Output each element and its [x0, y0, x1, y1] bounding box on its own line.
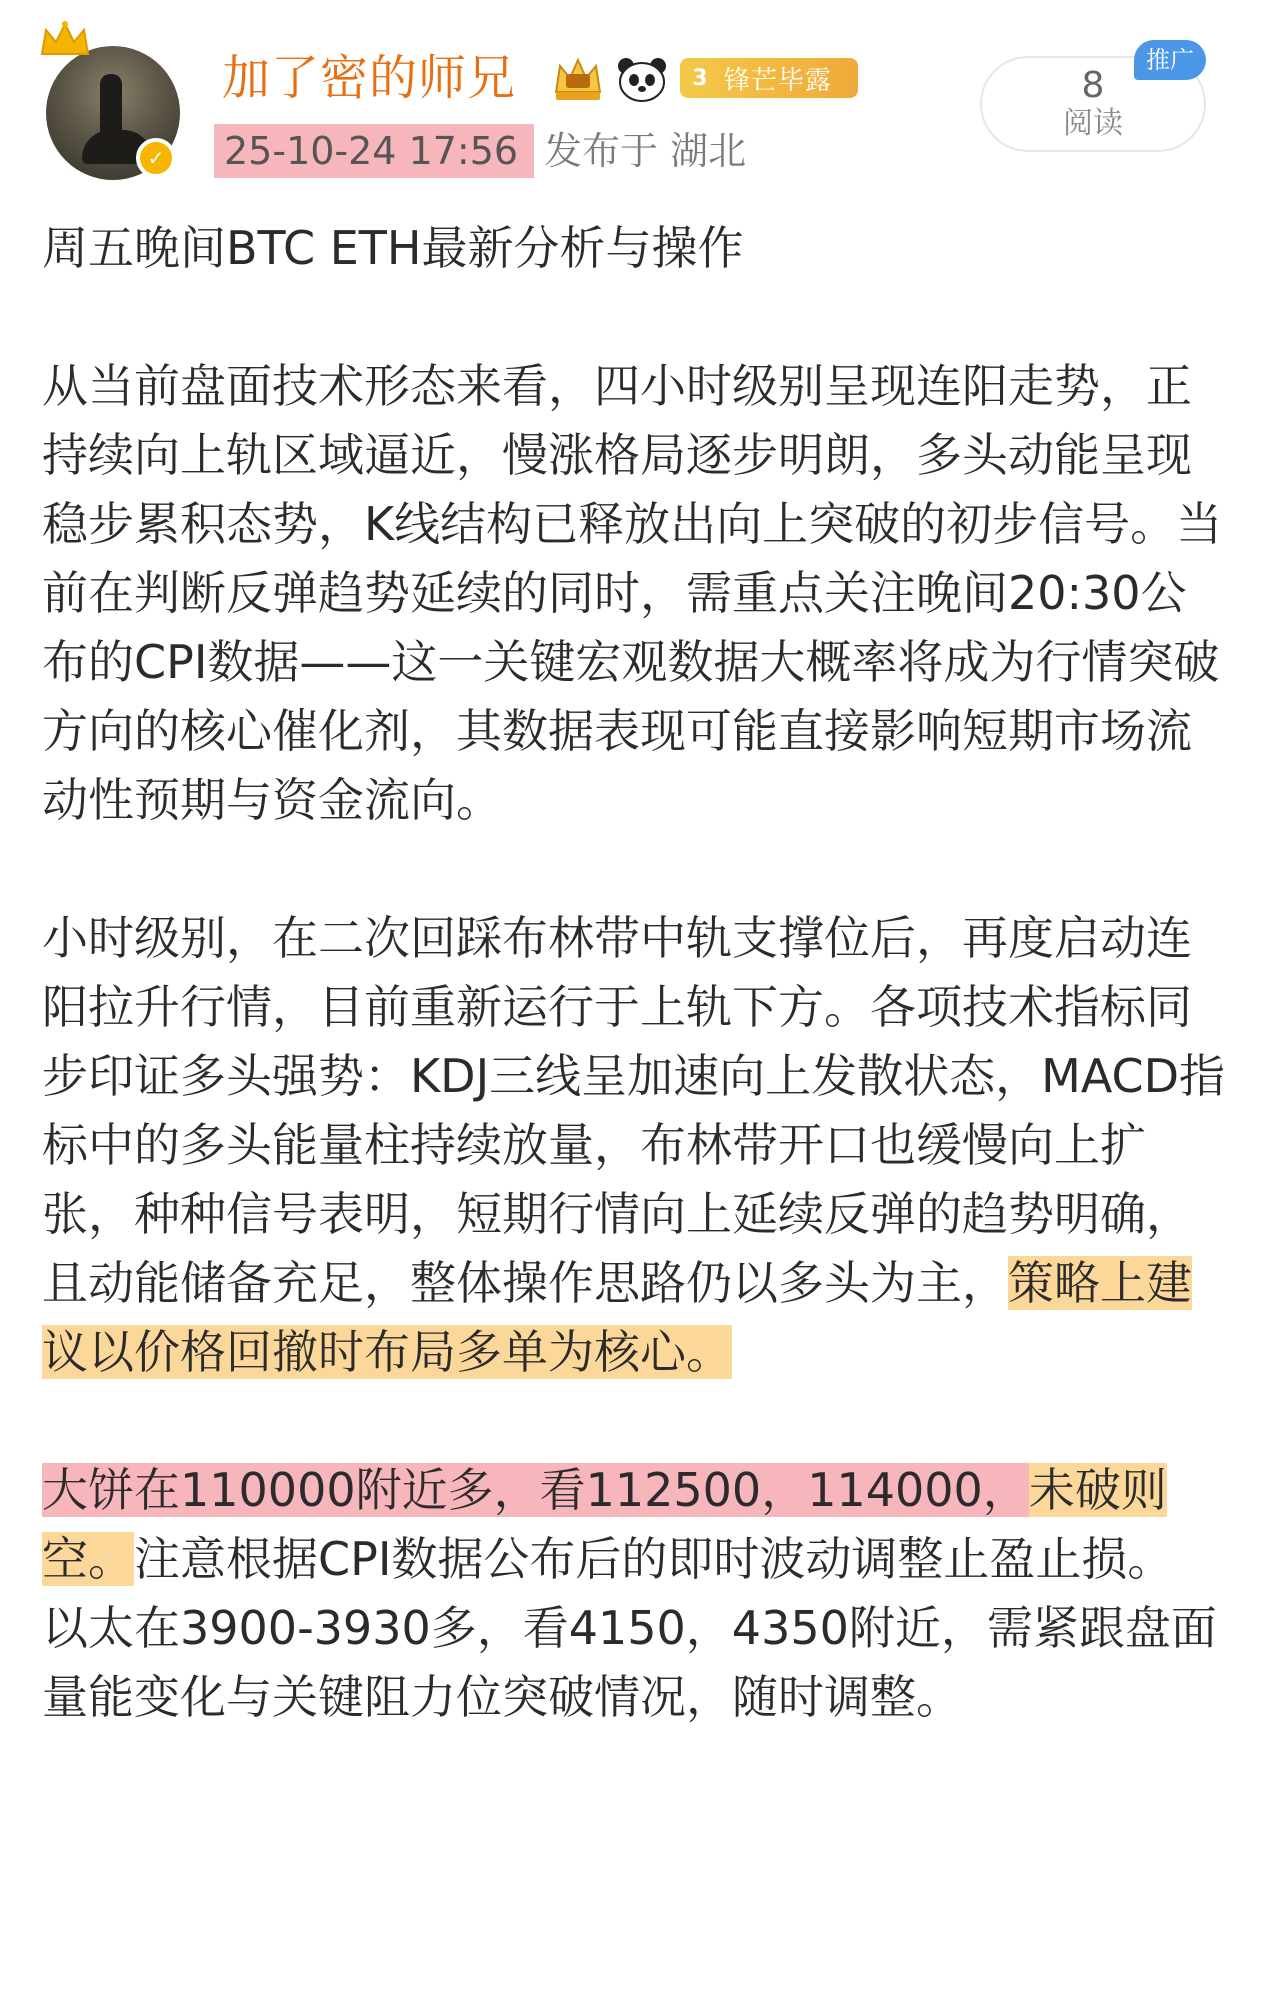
- verified-icon: ✓: [136, 138, 176, 178]
- paragraph-2: [42, 904, 1232, 1387]
- highlight-short-condition: 未破则空。: [42, 1463, 1167, 1586]
- read-label: 阅读: [1063, 106, 1123, 141]
- panda-icon[interactable]: [616, 56, 668, 104]
- highlight-btc-trade: 大饼在110000附近多，看112500，114000，: [42, 1463, 1029, 1517]
- highlight-strategy: 策略上建议以价格回撤时布局多单为核心。: [42, 1256, 1192, 1379]
- post-title: 周五晚间BTC ETH最新分析与操作: [42, 221, 744, 275]
- post-location: 发布于 湖北: [544, 129, 747, 173]
- username[interactable]: 加了密的师兄: [222, 50, 517, 106]
- svip-crown-icon[interactable]: [548, 52, 608, 104]
- paragraph-4: 以太在3900-3930多，看4150，4350附近，需紧跟盘面量能变化与关键阻力位突破情况，随时调整。: [42, 1601, 1217, 1724]
- crown-icon: [38, 20, 92, 60]
- avatar[interactable]: [38, 20, 188, 170]
- read-count: 8: [1081, 65, 1105, 106]
- post-header: [0, 0, 1264, 190]
- paragraph-3-rest: 注意根据CPI数据公布后的即时波动调整止盈止损。: [134, 1532, 1174, 1586]
- level-badge[interactable]: [680, 58, 858, 98]
- level-badge-icon: 3: [692, 65, 708, 91]
- paragraph-3: [42, 1456, 1232, 1594]
- post-timestamp: 25-10-24 17:56: [214, 124, 534, 178]
- post-content: [42, 214, 1232, 1732]
- level-badge-label: 锋芒毕露: [724, 65, 833, 96]
- paragraph-2-text: 小时级别，在二次回踩布林带中轨支撑位后，再度启动连阳拉升行情，目前重新运行于上轨下方。各项技术指标同步印证多头强势：KDJ三线呈加速向上发散状态，MACD指标中的多头能量柱持续放量，布林带开口也缓慢向上扩张，种种信号表明，短期行情向上延续反弹的趋势明确，且动能储备充足，整体操作思路仍以多头为主，: [42, 911, 1226, 1310]
- promo-tag[interactable]: 推广: [1134, 40, 1206, 80]
- paragraph-1: 从当前盘面技术形态来看，四小时级别呈现连阳走势，正持续向上轨区域逼近，慢涨格局逐步明朗，多头动能呈现稳步累积态势，K线结构已释放出向上突破的初步信号。当前在判断反弹趋势延续的同时，需重点关注晚间20:30公布的CPI数据——这一关键宏观数据大概率将成为行情突破方向的核心催化剂，其数据表现可能直接影响短期市场流动性预期与资金流向。: [42, 359, 1223, 827]
